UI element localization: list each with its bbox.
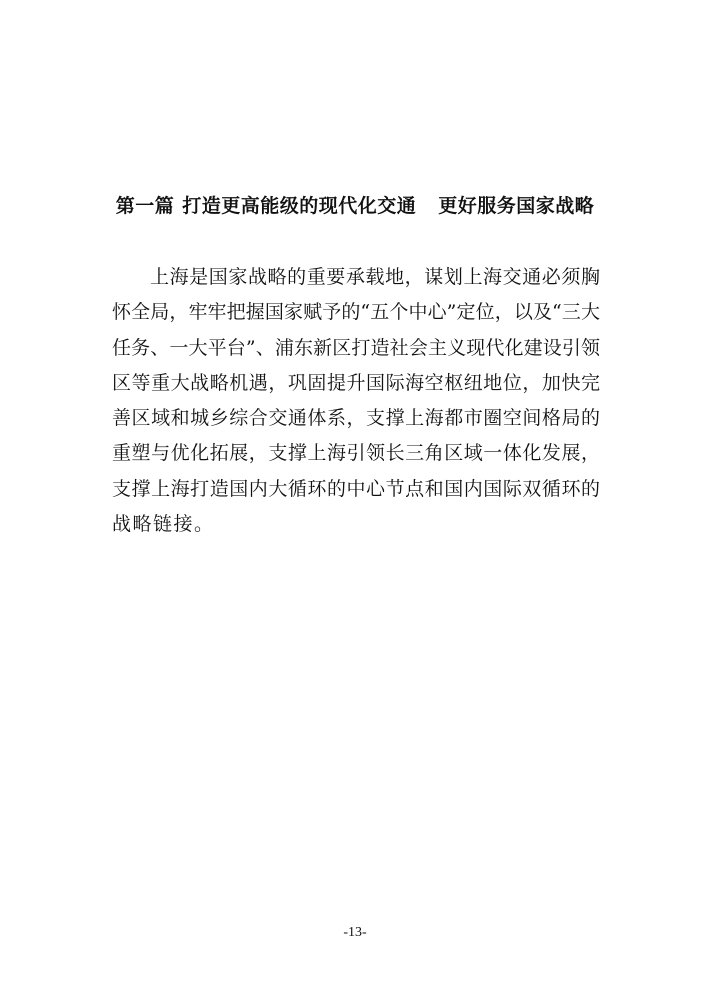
heading-title-part1: 打造更高能级的现代化交通 xyxy=(182,195,417,217)
paragraph-line: 区等重大战略机遇，巩固提升国际海空枢纽地位，加快完 xyxy=(112,371,600,394)
body-paragraph xyxy=(112,260,600,542)
heading-title-part2: 更好服务国家战略 xyxy=(438,195,595,217)
page-number: -13- xyxy=(343,925,367,940)
paragraph-line: 怀全局，牢牢把握国家赋予的“五个中心”定位，以及“三大 xyxy=(112,301,600,324)
paragraph-line: 善区域和城乡综合交通体系，支撑上海都市圈空间格局的 xyxy=(112,407,600,430)
heading-chapter: 第一篇 xyxy=(115,195,175,217)
paragraph-line: 战略链接。 xyxy=(112,513,215,536)
paragraph-line: 任务、一大平台”、浦东新区打造社会主义现代化建设引领 xyxy=(112,336,600,359)
paragraph-line: 上海是国家战略的重要承载地，谋划上海交通必须胸 xyxy=(150,266,600,288)
paragraph-line: 重塑与优化拓展，支撑上海引领长三角区域一体化发展， xyxy=(112,442,600,465)
paragraph-line: 支撑上海打造国内大循环的中心节点和国内国际双循环的 xyxy=(112,477,600,500)
section-heading xyxy=(60,192,650,220)
